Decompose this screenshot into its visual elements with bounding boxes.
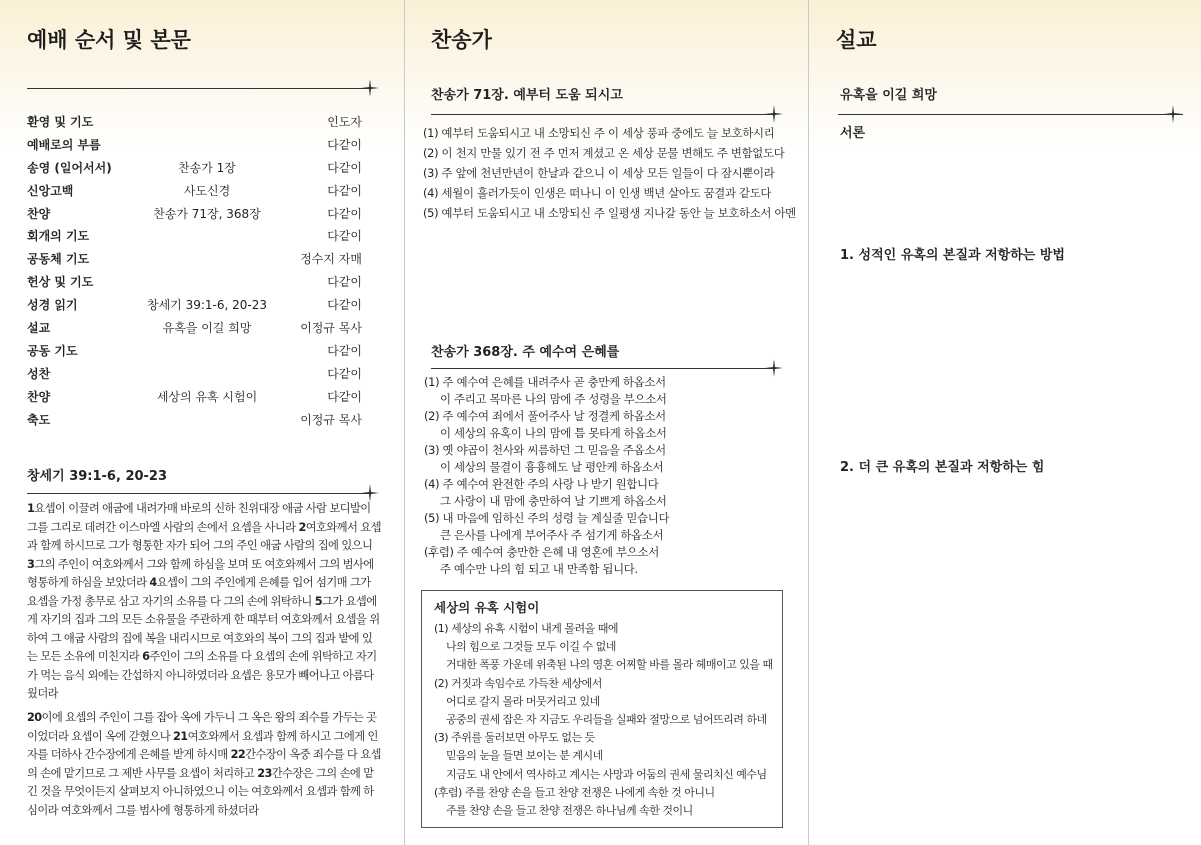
- order-row: [27, 136, 362, 159]
- order-row: [27, 250, 362, 273]
- verse-text: 요셉이 그의 주인에게 은혜를 입어 섬기매 그가 요셉을 가정 총무로 삼고 자기의 소유를 다 그의 손에 위탁하니: [27, 576, 371, 608]
- order-item: 송영 (일어서서): [27, 160, 112, 175]
- lyric-line: (4) 주 예수여 완전한 주의 사랑 나 받기 원합니다: [424, 477, 659, 491]
- lyric-line: 어디로 갈지 몰라 머뭇거리고 있네: [446, 694, 600, 708]
- order-row: [27, 365, 362, 388]
- order-item: 설교: [27, 321, 51, 336]
- panel-title: 설교: [836, 28, 877, 52]
- order-item: 공동 기도: [27, 343, 78, 358]
- lyric-line: 나의 힘으로 그것들 모두 이길 수 없네: [446, 640, 616, 654]
- sparkle-icon: [765, 359, 783, 377]
- sermon-title: 유혹을 이길 희망: [840, 88, 937, 103]
- order-leader: 다같이: [327, 366, 362, 381]
- order-leader: 다같이: [327, 343, 362, 358]
- order-row: [27, 388, 362, 411]
- verse-text: 주인이 그의 소유를 다 요셉의 손에 위탁하고 자기가 먹는 음식 외에는 간섭하지 아니하였더라 요셉은 용모가 빼어나고 아름다웠더라: [27, 650, 377, 700]
- verse-number: 6: [142, 650, 150, 663]
- lyric-line: (2) 주 예수여 죄에서 풀어주사 날 정결케 하옵소서: [424, 409, 666, 423]
- sermon-panel: [809, 0, 1201, 845]
- verse-text: 여호와께서 요셉과 함께 하시므로 그가 형통한 자가 되어 그의 주인 애굽 사람의 집에 있으니: [27, 520, 381, 552]
- verse-number: 3: [27, 557, 35, 571]
- order-item: 찬양: [27, 206, 51, 221]
- order-leader: 다같이: [327, 275, 362, 290]
- verse-text: 그가 요셉에게 자기의 집과 그의 모든 소유물을 주관하게 한 때부터 여호와께서 요셉을 위하여 그 애굽 사람의 집에 복을 내리시므로 여호와의 복이 그의 집과 밭에 있는 모든 소유에 미친지라: [27, 594, 380, 663]
- order-row: [27, 273, 362, 296]
- order-leader: 다같이: [327, 389, 362, 404]
- divider-line: [431, 368, 776, 369]
- order-of-service-panel: [0, 0, 404, 845]
- order-row: [27, 113, 362, 136]
- order-detail: 창세기 39:1-6, 20-23: [146, 298, 267, 313]
- scripture-paragraph: [27, 709, 382, 820]
- hymn-lyrics: [423, 123, 796, 223]
- order-leader: 다같이: [327, 183, 362, 198]
- order-item: 회개의 기도: [27, 229, 90, 244]
- order-leader: 이정규 목사: [300, 412, 362, 427]
- verse-number: 22: [230, 748, 246, 761]
- order-leader: 이정규 목사: [300, 321, 362, 336]
- hymn-title: 찬송가 71장. 예부터 도움 되시고: [431, 88, 623, 103]
- order-item: 환영 및 기도: [27, 115, 94, 129]
- order-detail: 세상의 유혹 시험이: [156, 389, 258, 404]
- order-leader: 다같이: [327, 160, 362, 175]
- order-row: [27, 159, 362, 182]
- verse-text: 간수장이 옥중 죄수를 다 요셉의 손에 맡기므로 그 제반 사무를 요셉이 처리하고: [27, 748, 381, 780]
- verse-text: 그의 주인이 여호와께서 그와 함께 하심을 보며 또 여호와께서 그의 범사에 형통하게 하심을 보았더라: [27, 557, 374, 589]
- hymn-title: 세상의 유혹 시험이: [434, 600, 540, 615]
- order-item: 신앙고백: [27, 183, 74, 198]
- lyric-line: (3) 주위를 둘러보면 아무도 없는 듯: [434, 731, 595, 745]
- order-item: 공동체 기도: [27, 252, 90, 267]
- verse-text: 이에 요셉의 주인이 그를 잡아 옥에 가두니 그 옥은 왕의 죄수를 가두는 곳이었더라 요셉이 옥에 갇혔으나: [27, 711, 377, 743]
- panel-title: 찬송가: [431, 28, 492, 52]
- order-row: [27, 296, 362, 319]
- order-item: 축도: [27, 412, 51, 427]
- order-detail: 찬송가 71장, 368장: [153, 206, 261, 221]
- verse-text: 요셉이 이끌려 애굽에 내려가매 바로의 신하 친위대장 애굽 사람 보디발이 그를 그리로 데려간 이스마엘 사람의 손에서 요셉을 사니라: [27, 502, 371, 534]
- lyric-line: (1) 세상의 유혹 시험이 내게 몰려올 때에: [434, 622, 618, 635]
- lyric-line: (1) 주 예수여 은혜를 내려주사 곧 충만케 하옵소서: [424, 375, 666, 389]
- verse-text: 여호와께서 요셉과 함께 하시고 그에게 인자를 더하사 간수장에게 은혜를 받게 하시매: [27, 729, 378, 761]
- lyric-line: 이 주리고 목마른 나의 맘에 주 성령을 부으소서: [440, 392, 667, 406]
- sermon-intro: 서론: [840, 126, 866, 141]
- verse-number: 2: [298, 520, 306, 534]
- lyric-line: 이 세상의 물결이 흉흉해도 날 평안케 하옵소서: [440, 460, 664, 474]
- order-row: [27, 342, 362, 365]
- lyric-line: 주를 찬양 손을 들고 찬양 전쟁은 하나님께 속한 것이니: [446, 804, 693, 818]
- verse-number: 21: [173, 729, 188, 743]
- order-leader: 다같이: [327, 206, 362, 221]
- divider-line: [27, 88, 372, 89]
- lyric-line: (1) 예부터 도움되시고 내 소망되신 주 이 세상 풍파 중에도 늘 보호하시리: [423, 126, 775, 140]
- order-list: [27, 113, 362, 433]
- order-detail: 사도신경: [183, 183, 231, 198]
- panel-title: 예배 순서 및 본문: [27, 28, 191, 52]
- order-leader: 인도자: [327, 115, 362, 129]
- hymn-title: 찬송가 368장. 주 예수여 은혜를: [431, 345, 620, 360]
- order-item: 예배로의 부름: [27, 137, 101, 152]
- lyric-line: 거대한 폭풍 가운데 위축된 나의 영혼 어찌할 바를 몰라 헤매이고 있을 때: [446, 658, 773, 672]
- lyric-line: 큰 은사를 나에게 부어주사 주 섬기게 하옵소서: [440, 528, 664, 542]
- lyric-line: (5) 예부터 도움되시고 내 소망되신 주 일평생 지나갈 동안 늘 보호하소서 아멘: [423, 206, 796, 220]
- lyric-line: 주 예수만 나의 힘 되고 내 만족함 됩니다.: [440, 562, 638, 576]
- verse-number: 1: [27, 502, 35, 515]
- lyric-line: (후렴) 주 예수여 충만한 은혜 내 영혼에 부으소서: [424, 545, 659, 559]
- scripture-paragraph: [27, 500, 382, 704]
- divider-line: [838, 114, 1183, 115]
- order-item: 성찬: [27, 366, 51, 381]
- order-item: 성경 읽기: [27, 298, 78, 313]
- divider-line: [27, 493, 372, 494]
- verse-number: 5: [314, 594, 322, 608]
- hymn-lyrics: [424, 374, 669, 578]
- order-leader: 다같이: [327, 229, 362, 244]
- lyric-line: (5) 내 마음에 임하신 주의 성령 늘 계실줄 믿습니다: [424, 511, 670, 525]
- order-leader: 다같이: [327, 298, 362, 313]
- lyric-line: (2) 이 천지 만물 있기 전 주 먼저 계셨고 온 세상 문물 변해도 주 변함없도다: [423, 146, 785, 160]
- sermon-point: 2. 더 큰 유혹의 본질과 저항하는 힘: [840, 460, 1045, 475]
- order-row: [27, 205, 362, 228]
- order-item: 찬양: [27, 389, 51, 404]
- sermon-point: 1. 성적인 유혹의 본질과 저항하는 방법: [840, 248, 1065, 263]
- lyric-line: (후렴) 주를 찬양 손을 들고 찬양 전쟁은 나에게 속한 것 아니니: [434, 785, 715, 799]
- hymn-lyrics: [434, 620, 773, 820]
- lyric-line: 공중의 권세 잡은 자 지금도 우리들을 실패와 절망으로 넘어뜨리려 하네: [446, 713, 767, 727]
- order-leader: 정수지 자매: [300, 252, 362, 267]
- verse-text: 간수장은 그의 손에 맡긴 것을 무엇이든지 살펴보지 아니하였으니 이는 여호와께서 요셉과 함께 하심이라 여호와께서 그를 범사에 형통하게 하셨더라: [27, 766, 374, 817]
- verse-number: 4: [149, 576, 157, 589]
- lyric-line: (2) 거짓과 속임수로 가득찬 세상에서: [434, 676, 602, 690]
- verse-number: 20: [27, 711, 42, 724]
- lyric-line: 믿음의 눈을 들면 보이는 분 계시네: [446, 749, 603, 763]
- order-item: 헌상 및 기도: [27, 275, 94, 290]
- order-row: [27, 182, 362, 205]
- order-row: [27, 411, 362, 434]
- lyric-line: (3) 옛 야곱이 천사와 씨름하던 그 믿음을 주옵소서: [424, 443, 666, 457]
- sparkle-icon: [1164, 105, 1182, 123]
- verse-number: 23: [257, 766, 272, 780]
- lyric-line: (4) 세월이 흘러가듯이 인생은 떠나니 이 인생 백년 살아도 꿈결과 같도다: [423, 186, 772, 200]
- sparkle-icon: [765, 105, 783, 123]
- praise-song-box: [421, 590, 783, 828]
- order-leader: 다같이: [327, 137, 362, 152]
- scripture-title: 창세기 39:1-6, 20-23: [27, 469, 168, 484]
- order-detail: 찬송가 1장: [178, 160, 236, 175]
- divider-line: [431, 114, 776, 115]
- order-detail: 유혹을 이길 희망: [162, 321, 252, 336]
- lyric-line: (3) 주 앞에 천년만년이 한날과 같으니 이 세상 모든 일들이 다 잠시뿐이라: [423, 166, 775, 180]
- lyric-line: 이 세상의 유혹이 나의 맘에 틈 못타게 하옵소서: [440, 426, 667, 440]
- order-row: [27, 227, 362, 250]
- order-row: [27, 319, 362, 342]
- lyric-line: 지금도 내 안에서 역사하고 계시는 사망과 어둠의 권세 물리치신 예수님: [446, 767, 767, 781]
- sparkle-icon: [361, 79, 379, 97]
- lyric-line: 그 사랑이 내 맘에 충만하여 날 기쁘게 하옵소서: [440, 494, 667, 508]
